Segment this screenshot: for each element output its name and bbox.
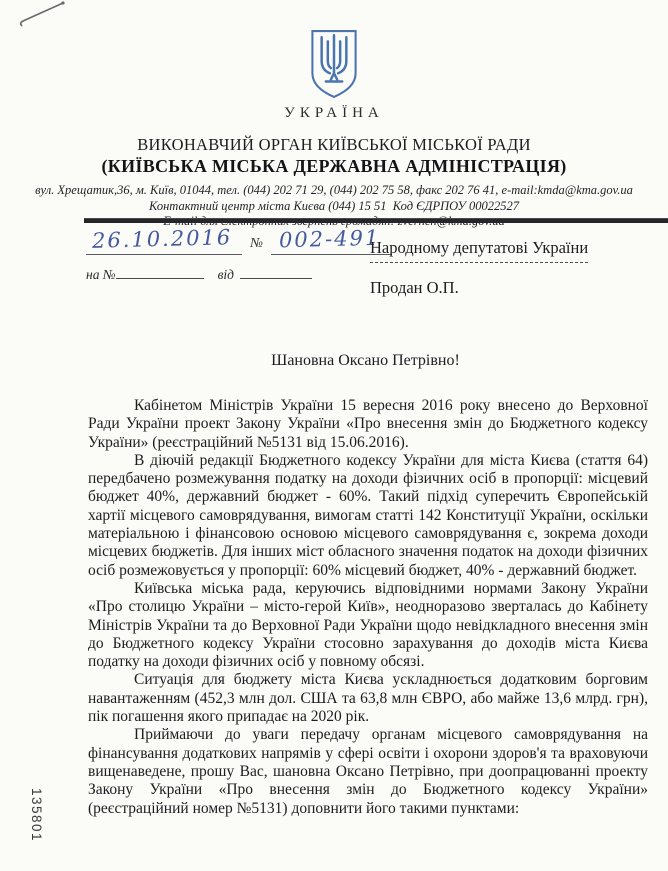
header-divider (84, 218, 668, 223)
letterhead (0, 28, 668, 230)
handwritten-date: 26.10.2016 (91, 225, 233, 253)
salutation: Шановна Оксано Петрівно! (271, 352, 460, 369)
reference-block (86, 227, 392, 283)
reply-reference-row (86, 266, 392, 283)
address-line-1: вул. Хрещатик,36, м. Київ, 01044, тел. (044) 202 71 29, (044) 202 75 58, факс 202 76 41, e-mail:kmda@kma.gov.ua (35, 183, 633, 197)
reply-number-blank (116, 266, 204, 279)
paragraph-1: Кабінетом Міністрів України 15 вересня 2016 року внесено до Верховної Ради України проект Закону України «Про внесення змін до Бюджетного кодексу України» (реєстраційний №5131 від 15.06.2016). (88, 397, 648, 451)
paragraph-5: Приймаючи до уваги передачу органам місцевого самоврядування на фінансування додаткових напрямів у сфері освіти і охорони здоров'я та враховуючи вищенаведене, прошу Вас, шановна Оксано Петрівно, при доопрацюванні проекту Закону України «Про внесення змін до Бюджетного кодексу України» (реєстраційний номер №5131) доповнити його такими пунктами: (88, 726, 648, 817)
recipient-block (370, 238, 588, 298)
org-name-line2: (КИЇВСЬКА МІСЬКА ДЕРЖАВНА АДМІНІСТРАЦІЯ) (101, 156, 567, 176)
recipient-name: Продан О.П. (370, 278, 459, 297)
date-number-row (86, 227, 392, 255)
from-date-blank (240, 266, 312, 279)
letter-body (88, 397, 648, 818)
from-date-label: від (217, 267, 235, 282)
reply-to-label: на № (86, 267, 116, 282)
handwritten-outgoing-number: 002-491 (278, 225, 381, 253)
paragraph-4: Ситуація для бюджету міста Києва ускладнюється додатковим борговим навантаженням (452,3 млн дол. США та 63,8 млн ЄВРО, або майже 13,6 млрд. грн), пік погашення якого припадає на 2020 рік. (88, 671, 648, 726)
address-line-2: Контактний центр міста Києва (044) 15 51 Код ЄДРПОУ 00022527 (149, 198, 519, 213)
ukraine-trident-emblem (308, 28, 360, 100)
margin-registration-number: 135801 (29, 788, 44, 843)
org-name-line1: ВИКОНАВЧИЙ ОРГАН КИЇВСЬКОЇ МІСЬКОЇ РАДИ (137, 135, 531, 154)
date-underline (86, 227, 242, 255)
number-sign-label: № (250, 235, 263, 250)
country-name: УКРАЇНА (284, 105, 384, 121)
paragraph-3: Київська міська рада, керуючись відповідними нормами Закону України «Про столицю України – місто-герой Київ», неодноразово зверталась до Кабінету Міністрів України та до Верховної Ради України щодо невідкладного внесення змін до Бюджетного кодексу України стосовно зарахування до доходів міста Києва податку на доходи фізичних осіб у повному обсязі. (88, 579, 648, 671)
recipient-title: Народному депутатові України (370, 238, 588, 263)
paragraph-2: В діючій редакції Бюджетного кодексу України для міста Києва (стаття 64) передбачено розмежування податку на доходи фізичних осіб в пропорції: місцевий бюджет 40%, державний бюджет - 60%. Такий підхід суперечить Європейській хартії місцевого самоврядування, вимогам статті 142 Конституції України, оскільки матеріальною і фінансовою основою місцевого самоврядування є, зокрема доходи місцевих бюджетів. Для інших міст обласного значення податок на доходи фізичних осіб розмежовується у пропорції: 60% місцевий бюджет, 40% - державний бюджет. (88, 451, 648, 579)
